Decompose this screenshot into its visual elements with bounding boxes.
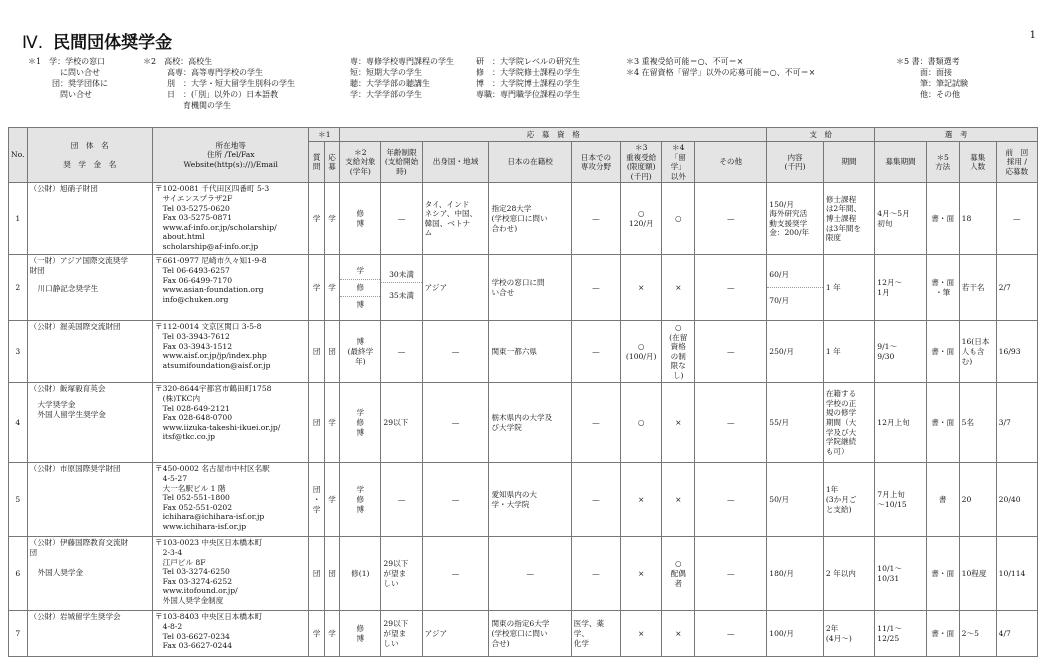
target-item: 修	[340, 279, 380, 296]
row-origin: —	[422, 383, 489, 463]
row-content: 250/月	[767, 321, 824, 383]
row-school: 栃木県内の大学及 び大学院	[489, 383, 571, 463]
row-age: —	[381, 183, 422, 255]
row-apply: 学	[324, 183, 339, 255]
row-contact: 〒103-8403 中央区日本橋本町 4-8-2 Tel 03-6627-0234 Fax 03-6627-0244	[153, 611, 309, 657]
org-name: （一財）アジア国際交流奨学 財団	[29, 256, 128, 275]
row-school: 指定28大学 (学校窓口に問い 合わせ)	[489, 183, 571, 255]
row-period: 在籍する 学校の正 規の修学 期間（大 学及び大 学院継続 も可）	[823, 383, 874, 463]
header-age: 年齢制限 (支給開始時)	[381, 142, 422, 183]
header-group-apply: 応 募 資 格	[340, 128, 767, 142]
row-contact: 〒112-0014 文京区関口 3-5-8 Tel 03-3943-7612 Fax 03-3943-1512 www.aisf.or.jp/jp/index.php atsumifoundation@aisf.or.jp	[153, 321, 309, 383]
row-visa: ×	[662, 255, 695, 321]
row-recruit: 7月上旬 ～10/15	[875, 463, 926, 537]
header-contact: 所在地等 住所 /Tel/Fax Website(http(s)://)/Email	[153, 128, 309, 183]
row-target: 学 修 博	[340, 383, 381, 463]
row-prev: 3/7	[996, 383, 1037, 463]
row-field: 医学、薬学、 化学	[571, 611, 620, 657]
row-no: 1	[9, 183, 28, 255]
row-origin: —	[422, 321, 489, 383]
header-other: その他	[695, 142, 767, 183]
row-school: 学校の窓口に問 い合せ	[489, 255, 571, 321]
legend-target-3: 研 ：大学院レベルの研究生 修 ：大学院修士課程の学生 博 ：大学院博士課程の学生 専職：専門職学位課程の学生	[476, 57, 580, 99]
row-visa: ×	[662, 611, 695, 657]
row-inquiry: 団 ・ 学	[309, 463, 324, 537]
row-no: 6	[9, 537, 28, 611]
row-content: 150/月 海外研究活 動支援奨学 金：200/年	[767, 183, 824, 255]
row-num: 若干名	[959, 255, 996, 321]
section-number: Ⅳ.	[22, 33, 44, 53]
table-row	[9, 321, 1038, 383]
row-period: 2 年以内	[823, 537, 874, 611]
row-school: 関東一都六県	[489, 321, 571, 383]
row-organization	[27, 537, 153, 611]
row-school: 関東の指定6大学 (学校窓口に問い 合せ)	[489, 611, 571, 657]
row-target: 学 修 博	[340, 463, 381, 537]
header-content: 内容 (千円)	[767, 142, 824, 183]
row-duplicate: ×	[621, 463, 662, 537]
row-age: —	[381, 321, 422, 383]
row-contact: 〒320-8644宇都宮市鶴田町1758 (株)TKC内 Tel 028-649-2121 Fax 028-648-0700 www.iizuka-takeshi-ikuei.or.jp/ itsf@tkc.co.jp	[153, 383, 309, 463]
row-no: 7	[9, 611, 28, 657]
row-period: 1 年	[823, 321, 874, 383]
row-no: 2	[9, 255, 28, 321]
table-row	[9, 383, 1038, 463]
table-row	[9, 463, 1038, 537]
row-contact: 〒103-0023 中央区日本橋本町 2-3-4 江戸ビル 8F Tel 03-3274-6250 Fax 03-3274-6252 www.itofound.or.jp/ 外国人奨学金制度	[153, 537, 309, 611]
row-content: 100/月	[767, 611, 824, 657]
row-period: 1年 (3か月ご と支給)	[823, 463, 874, 537]
legend-duplicate-visa: ＊3 重複受給可能＝○、不可＝× ＊4 在留資格「留学」以外の応募可能＝○、不可＝×	[626, 57, 816, 77]
row-age: 29以下 が望ま しい	[381, 611, 422, 657]
age-item: 30未満	[389, 269, 414, 279]
row-content: 55/月	[767, 383, 824, 463]
row-num: 2～5	[959, 611, 996, 657]
row-contact: 〒450-0002 名古屋市中村区名駅 4-5-27 大一名駅ビル 1 階 Tel 052-551-1800 Fax 052-551-0202 ichihara@ichihara-isf.or.jp www.ichihara-isf.or.jp	[153, 463, 309, 537]
row-num: 5名	[959, 383, 996, 463]
legend-target-2: 専：専修学校専門課程の学生 短：短期大学の学生 聴：大学学部の聴講生 学：大学学部の学生	[350, 57, 454, 99]
row-field: —	[571, 383, 620, 463]
content-item: 60/月	[769, 269, 790, 279]
row-duplicate: ×	[621, 255, 662, 321]
header-group-pay: 支 給	[767, 128, 875, 142]
page-number: 1	[1029, 30, 1036, 41]
row-prev: —	[996, 183, 1037, 255]
target-item: 博	[340, 296, 380, 313]
header-school: 日本の在籍校	[489, 142, 571, 183]
row-recruit: 10/1～ 10/31	[875, 537, 926, 611]
row-other: —	[695, 463, 767, 537]
row-target: 修(1)	[340, 537, 381, 611]
legend-method: ＊5 書：書類選考 面：面接 筆：筆記試験 他：その他	[896, 57, 968, 99]
header-target: ＊2 支給対象 (学年)	[340, 142, 381, 183]
row-contact: 〒102-0081 千代田区四番町 5-3 サイエンスプラザ2F Tel 03-5275-0620 Fax 03-5275-0871 www.af-info.or.jp/scholarship/ about.html scholarship@af-info.or.jp	[153, 183, 309, 255]
target-item: 学	[356, 266, 365, 276]
org-name: （公財）伊藤国際教育交流財 団	[29, 538, 129, 557]
row-period: 修士課程 は2年間、 博士課程 は3年間を 限度	[823, 183, 874, 255]
row-contact: 〒661-0977 尼崎市久々知1-9-8 Tel 06-6493-6257 Fax 06-6499-7170 www.asian-foundation.org info@chuken.org	[153, 255, 309, 321]
row-field: —	[571, 321, 620, 383]
row-method: 書	[926, 463, 959, 537]
org-name: （公財）市原国際奨学財団	[29, 464, 121, 474]
page-title	[22, 28, 172, 53]
header-group-select: 選 考	[875, 128, 1038, 142]
row-school: —	[489, 537, 571, 611]
row-visa: ○ 配偶 者	[662, 537, 695, 611]
row-num: 16(日本 人も含 む)	[959, 321, 996, 383]
row-num: 20	[959, 463, 996, 537]
row-age: 29以下	[381, 383, 422, 463]
scholarship-table	[8, 127, 1038, 657]
row-other: —	[695, 537, 767, 611]
row-apply: 学	[324, 611, 339, 657]
row-target	[340, 255, 381, 321]
row-recruit: 4月～5月 初旬	[875, 183, 926, 255]
row-other: —	[695, 321, 767, 383]
scholarship-name: 外国人奨学金	[37, 567, 84, 577]
row-recruit: 9/1～ 9/30	[875, 321, 926, 383]
row-visa: ○	[662, 183, 695, 255]
row-field: —	[571, 463, 620, 537]
row-apply: 団	[324, 537, 339, 611]
section-title: 民間団体奨学金	[53, 33, 173, 53]
row-age	[381, 255, 422, 321]
row-period: 1 年	[823, 255, 874, 321]
row-visa: ×	[662, 463, 695, 537]
row-organization	[27, 383, 153, 463]
row-method: 書・面	[926, 611, 959, 657]
row-duplicate: ×	[621, 611, 662, 657]
row-organization	[27, 463, 153, 537]
row-organization	[27, 611, 153, 657]
row-method: 書・面	[926, 383, 959, 463]
header-duplicate: ＊3 重複受給 (限度額) (千円)	[621, 142, 662, 183]
row-origin: アジア	[422, 255, 489, 321]
header-recruit: 募集期間	[875, 142, 926, 183]
row-organization	[27, 255, 153, 321]
row-recruit: 11/1～ 12/25	[875, 611, 926, 657]
row-duplicate: ○ 120/月	[621, 183, 662, 255]
row-target: 博 (最終学 年)	[340, 321, 381, 383]
row-apply: 学	[324, 463, 339, 537]
row-prev: 16/93	[996, 321, 1037, 383]
row-apply: 学	[324, 383, 339, 463]
row-other: —	[695, 611, 767, 657]
row-prev: 20/40	[996, 463, 1037, 537]
row-recruit: 12月～ 1月	[875, 255, 926, 321]
header-inquiry: 質 問	[309, 142, 324, 183]
row-prev: 4/7	[996, 611, 1037, 657]
row-period: 2年 (4月～)	[823, 611, 874, 657]
header-num: 募集 人数	[959, 142, 996, 183]
row-inquiry: 団	[309, 383, 324, 463]
row-inquiry: 団	[309, 537, 324, 611]
row-origin: —	[422, 463, 489, 537]
row-visa: ○ (在留 資格 の制 限な し)	[662, 321, 695, 383]
header-apply: 応 募	[324, 142, 339, 183]
age-item: 35未満	[381, 282, 421, 309]
row-recruit: 12月上旬	[875, 383, 926, 463]
row-content	[767, 255, 824, 321]
row-method: 書・面 ・筆	[926, 255, 959, 321]
row-target: 修 博	[340, 183, 381, 255]
header-visa: ＊4 「留学」 以外	[662, 142, 695, 183]
scholarship-name: 大学奨学金 外国人留学生奨学金	[37, 399, 106, 419]
row-origin: アジア	[422, 611, 489, 657]
row-age: —	[381, 463, 422, 537]
row-apply: 学	[324, 255, 339, 321]
table-row	[9, 537, 1038, 611]
row-prev: 10/114	[996, 537, 1037, 611]
header-period: 期間	[823, 142, 874, 183]
org-name: （公財）岩城留学生奨学会	[29, 612, 121, 622]
header-no: No.	[9, 128, 28, 183]
row-field: —	[571, 537, 620, 611]
row-inquiry: 団	[309, 321, 324, 383]
row-age: 29以下 が望ま しい	[381, 537, 422, 611]
row-origin: —	[422, 537, 489, 611]
row-num: 10程度	[959, 537, 996, 611]
row-organization	[27, 321, 153, 383]
row-num: 18	[959, 183, 996, 255]
header-origin: 出身国・地域	[422, 142, 489, 183]
row-no: 4	[9, 383, 28, 463]
header-group-star1: ＊1	[309, 128, 340, 142]
org-name: （公財）旭硝子財団	[29, 184, 98, 194]
row-duplicate: ○ (100/月)	[621, 321, 662, 383]
scholarship-name: 川口静記念奨学生	[37, 283, 99, 293]
row-other: —	[695, 183, 767, 255]
table-row	[9, 255, 1038, 321]
row-duplicate: ○	[621, 383, 662, 463]
row-method: 書・面	[926, 183, 959, 255]
row-inquiry: 学	[309, 255, 324, 321]
legend-target: ＊2 高校：高校生 高専：高等専門学校の学生 別 ：大学・短大留学生別科の学生 日 ：(「別」以外の）日本語教 育機関の学生	[143, 57, 295, 110]
legend-inquiry: ＊1 学：学校の窓口 に問い合せ 団：奨学団体に 問い合せ	[28, 57, 108, 99]
row-other: —	[695, 383, 767, 463]
content-item: 70/月	[767, 287, 823, 314]
row-apply: 団	[324, 321, 339, 383]
row-method: 書・面	[926, 321, 959, 383]
row-visa: ×	[662, 383, 695, 463]
row-method: 書・面	[926, 537, 959, 611]
header-organization: 団 体 名 奨 学 金 名	[27, 128, 153, 183]
row-duplicate: ×	[621, 537, 662, 611]
header-field: 日本での 専攻分野	[571, 142, 620, 183]
row-field: —	[571, 255, 620, 321]
row-no: 3	[9, 321, 28, 383]
row-inquiry: 学	[309, 183, 324, 255]
row-inquiry: 学	[309, 611, 324, 657]
row-prev: 2/7	[996, 255, 1037, 321]
org-name: （公財）渥美国際交流財団	[29, 322, 121, 332]
table-row	[9, 611, 1038, 657]
table-row	[9, 183, 1038, 255]
row-school: 愛知県内の大 学・大学院	[489, 463, 571, 537]
row-origin: タイ、インド ネシア、中国、 韓国、ベトナ ム	[422, 183, 489, 255]
row-target: 修 博	[340, 611, 381, 657]
row-content: 50/月	[767, 463, 824, 537]
row-other: —	[695, 255, 767, 321]
row-content: 180/月	[767, 537, 824, 611]
row-no: 5	[9, 463, 28, 537]
header-method: ＊5 方法	[926, 142, 959, 183]
org-name: （公財）飯塚毅育英会	[29, 384, 106, 394]
row-organization	[27, 183, 153, 255]
row-field: —	[571, 183, 620, 255]
header-prev: 前 回 採用 / 応募数	[996, 142, 1037, 183]
